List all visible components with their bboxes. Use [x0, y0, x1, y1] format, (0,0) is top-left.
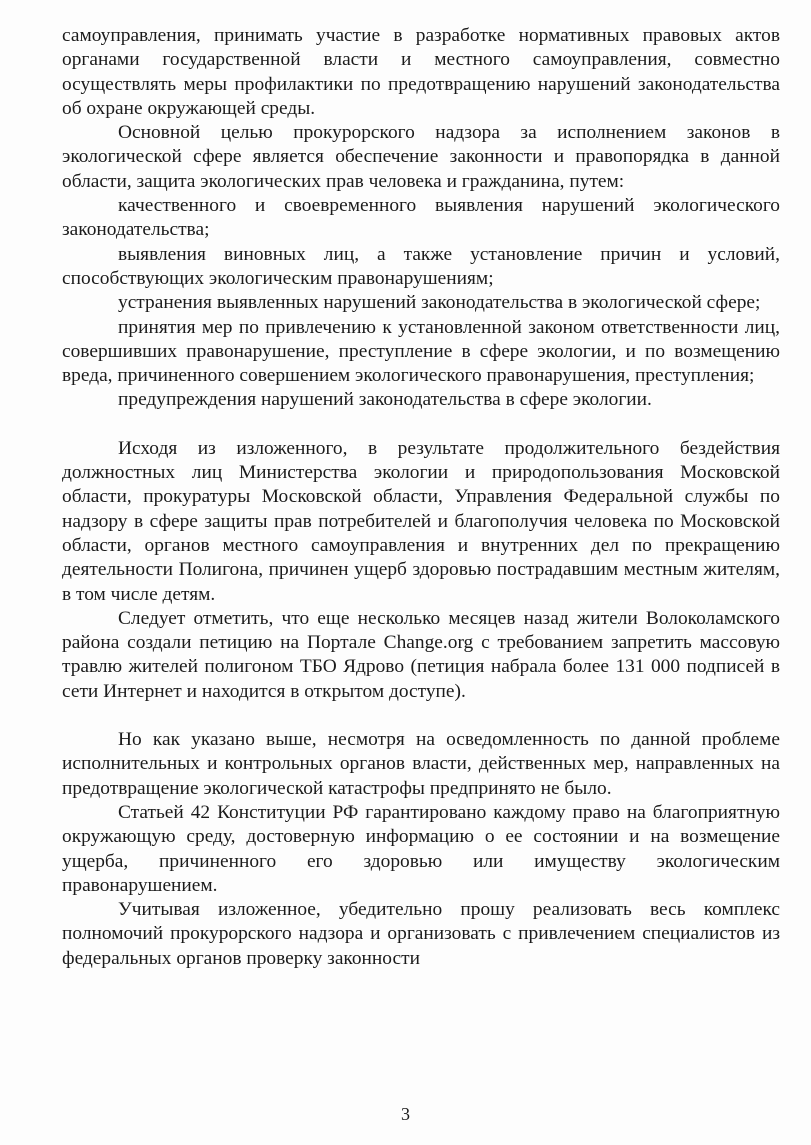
list-item-prevention: предупреждения нарушений законодательства в сфере экологии. [118, 389, 652, 411]
page-number: 3 [401, 1104, 410, 1124]
paragraph-no-measures: Но как указано выше, несмотря на осведомленность по данной проблеме исполнительных и контрольных органов власти, действенных мер, направленных на предотвращение экологической катастрофы предпринято не было. [62, 729, 780, 799]
document-body [62, 24, 780, 971]
paragraph-request: Учитывая изложенное, убедительно прошу реализовать весь комплекс полномочий прокурорского надзора и организовать с привлечением специалистов из федеральных органов проверку законности [62, 899, 780, 969]
paragraph-continuation: самоуправления, принимать участие в разработке нормативных правовых актов органами государственной власти и местного самоуправления, совместно осуществлять меры профилактики по предотвращению нарушений законодательства об охране окружающей среды. [62, 25, 780, 119]
paragraph-prosecutor-goal: Основной целью прокурорского надзора за исполнением законов в экологической сфере является обеспечение законности и правопорядка в данной области, защита экологических прав человека и гражданина, путем: [62, 122, 780, 192]
paragraph-inaction: Исходя из изложенного, в результате продолжительного бездействия должностных лиц Министерства экологии и природопользования Московской области, прокуратуры Московской области, Управления Федеральной службы по надзору в сфере защиты прав потребителей и благополучия человека по Московской области, органов местного самоуправления и внутренних дел по прекращению деятельности Полигона, причинен ущерб здоровью пострадавшим местным жителям, в том числе детям. [62, 437, 780, 605]
list-item-liability-measures: принятия мер по привлечению к установленной законом ответственности лиц, совершивших правонарушение, преступление в сфере экологии, и по возмещению вреда, причиненного совершением экологического правонарушения, преступления; [62, 316, 780, 387]
list-item-identify-violations: качественного и своевременного выявления нарушений экологического законодательства; [62, 195, 780, 241]
paragraph-petition: Следует отметить, что еще несколько месяцев назад жители Волоколамского района создали петицию на Портале Change.org с требованием запретить массовую травлю жителей полигоном ТБО Ядрово (петиция набрала более 131 000 подписей в сети Интернет и находится в открытом доступе). [62, 607, 780, 702]
list-item-identify-culprits: выявления виновных лиц, а также установление причин и условий, способствующих экологическим правонарушениям; [62, 243, 780, 289]
paragraph-constitution: Статьей 42 Конституции РФ гарантировано каждому право на благоприятную окружающую среду, достоверную информацию о ее состоянии и на возмещение ущерба, причиненного его здоровью или имуществу экологическим правонарушением. [62, 801, 780, 896]
list-item-eliminate-violations: устранения выявленных нарушений законодательства в экологической сфере; [118, 292, 761, 314]
